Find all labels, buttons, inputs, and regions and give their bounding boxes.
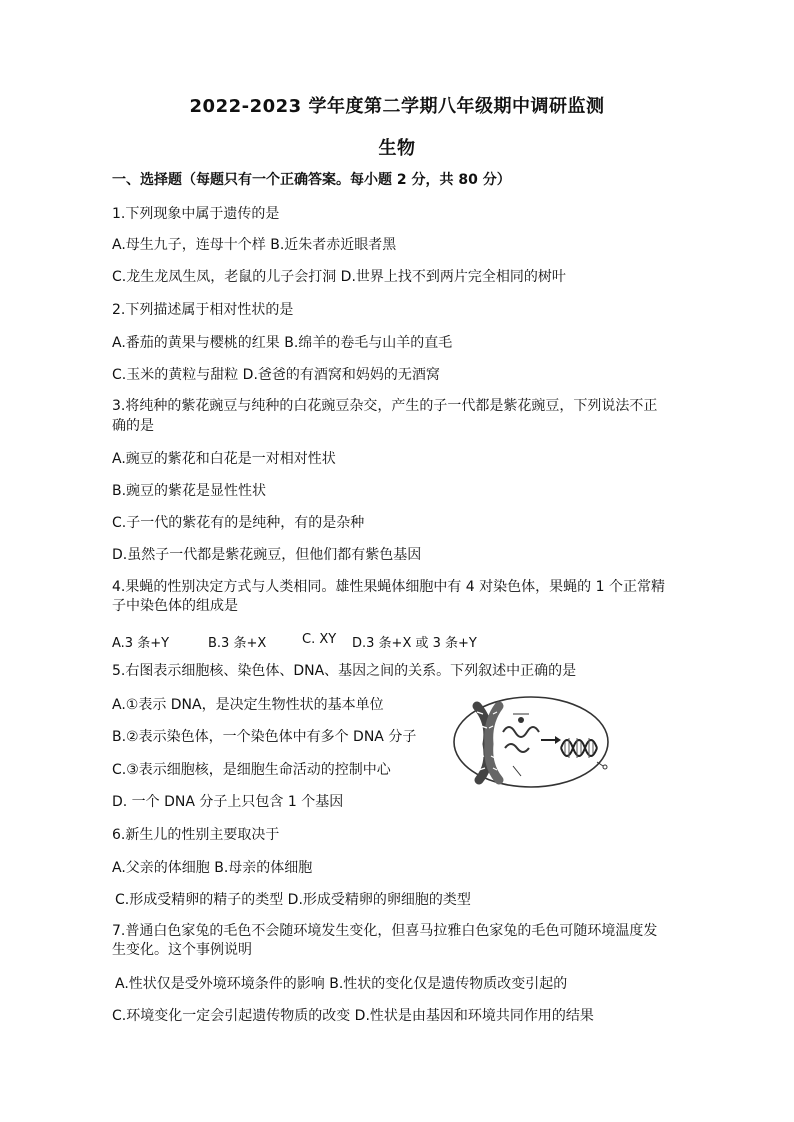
q1-stem: 1.下列现象中属于遗传的是 [112,206,280,222]
q6-options-cd: C.形成受精卵的精子的类型 D.形成受精卵的卵细胞的类型 [115,892,471,908]
q3-option-c: C.子一代的紫花有的是纯种，有的是杂种 [112,515,365,531]
section-heading: 一、选择题（每题只有一个正确答案。每小题 2 分，共 80 分） [112,172,511,188]
q4-option-b: B.3 条+X [208,636,267,651]
q3-stem-line1: 3.将纯种的紫花豌豆与纯种的白花豌豆杂交，产生的子一代都是紫花豌豆，下列说法不正 [112,398,658,414]
q4-option-d: D.3 条+X 或 3 条+Y [352,636,477,651]
q2-options-cd: C.玉米的黄粒与甜粒 D.爸爸的有酒窝和妈妈的无酒窝 [112,367,440,383]
label-marker-icon [603,765,607,769]
q4-option-c: C. XY [302,632,337,647]
q3-option-b: B.豌豆的紫花是显性性状 [112,483,267,499]
q7-stem-line2: 生变化。这个事例说明 [112,942,252,958]
cell-nucleus-chromosome-dna-figure [451,692,611,792]
q7-options-cd: C.环境变化一定会引起遗传物质的改变 D.性状是由基因和环境共同作用的结果 [112,1008,594,1024]
q2-stem: 2.下列描述属于相对性状的是 [112,302,294,318]
q5-option-a: A.①表示 DNA，是决定生物性状的基本单位 [112,697,384,713]
q6-stem: 6.新生儿的性别主要取决于 [112,827,280,843]
q4-option-a: A.3 条+Y [112,636,170,651]
q7-stem-line1: 7.普通白色家兔的毛色不会随环境发生变化，但喜马拉雅白色家兔的毛色可随环境温度发 [112,923,658,939]
exam-title: 2022-2023 学年度第二学期八年级期中调研监测 [189,96,605,117]
q1-options-ab: A.母生九子，连母十个样 B.近朱者赤近眼者黑 [112,237,397,253]
q4-stem-line2: 子中染色体的组成是 [112,598,238,614]
q5-stem: 5.右图表示细胞核、染色体、DNA、基因之间的关系。下列叙述中正确的是 [112,663,577,679]
q6-options-ab: A.父亲的体细胞 B.母亲的体细胞 [112,860,313,876]
subject-title: 生物 [378,138,416,159]
q1-options-cd: C.龙生龙凤生凤，老鼠的儿子会打洞 D.世界上找不到两片完全相同的树叶 [112,269,566,285]
q3-option-d: D.虽然子一代都是紫花豌豆，但他们都有紫色基因 [112,547,422,563]
q4-stem-line1: 4.果蝇的性别决定方式与人类相同。雄性果蝇体细胞中有 4 对染色体，果蝇的 1 个正常精 [112,579,665,595]
q5-option-b: B.②表示染色体，一个染色体中有多个 DNA 分子 [112,729,417,745]
q3-stem-line2: 确的是 [112,418,154,434]
q2-options-ab: A.番茄的黄果与樱桃的红果 B.绵羊的卷毛与山羊的直毛 [112,335,453,351]
q5-option-c: C.③表示细胞核，是细胞生命活动的控制中心 [112,762,391,778]
q5-option-d: D. 一个 DNA 分子上只包含 1 个基因 [112,794,344,810]
q3-option-a: A.豌豆的紫花和白花是一对相对性状 [112,451,336,467]
q7-options-ab: A.性状仅是受外境环境条件的影响 B.性状的变化仅是遗传物质改变引起的 [115,976,568,992]
